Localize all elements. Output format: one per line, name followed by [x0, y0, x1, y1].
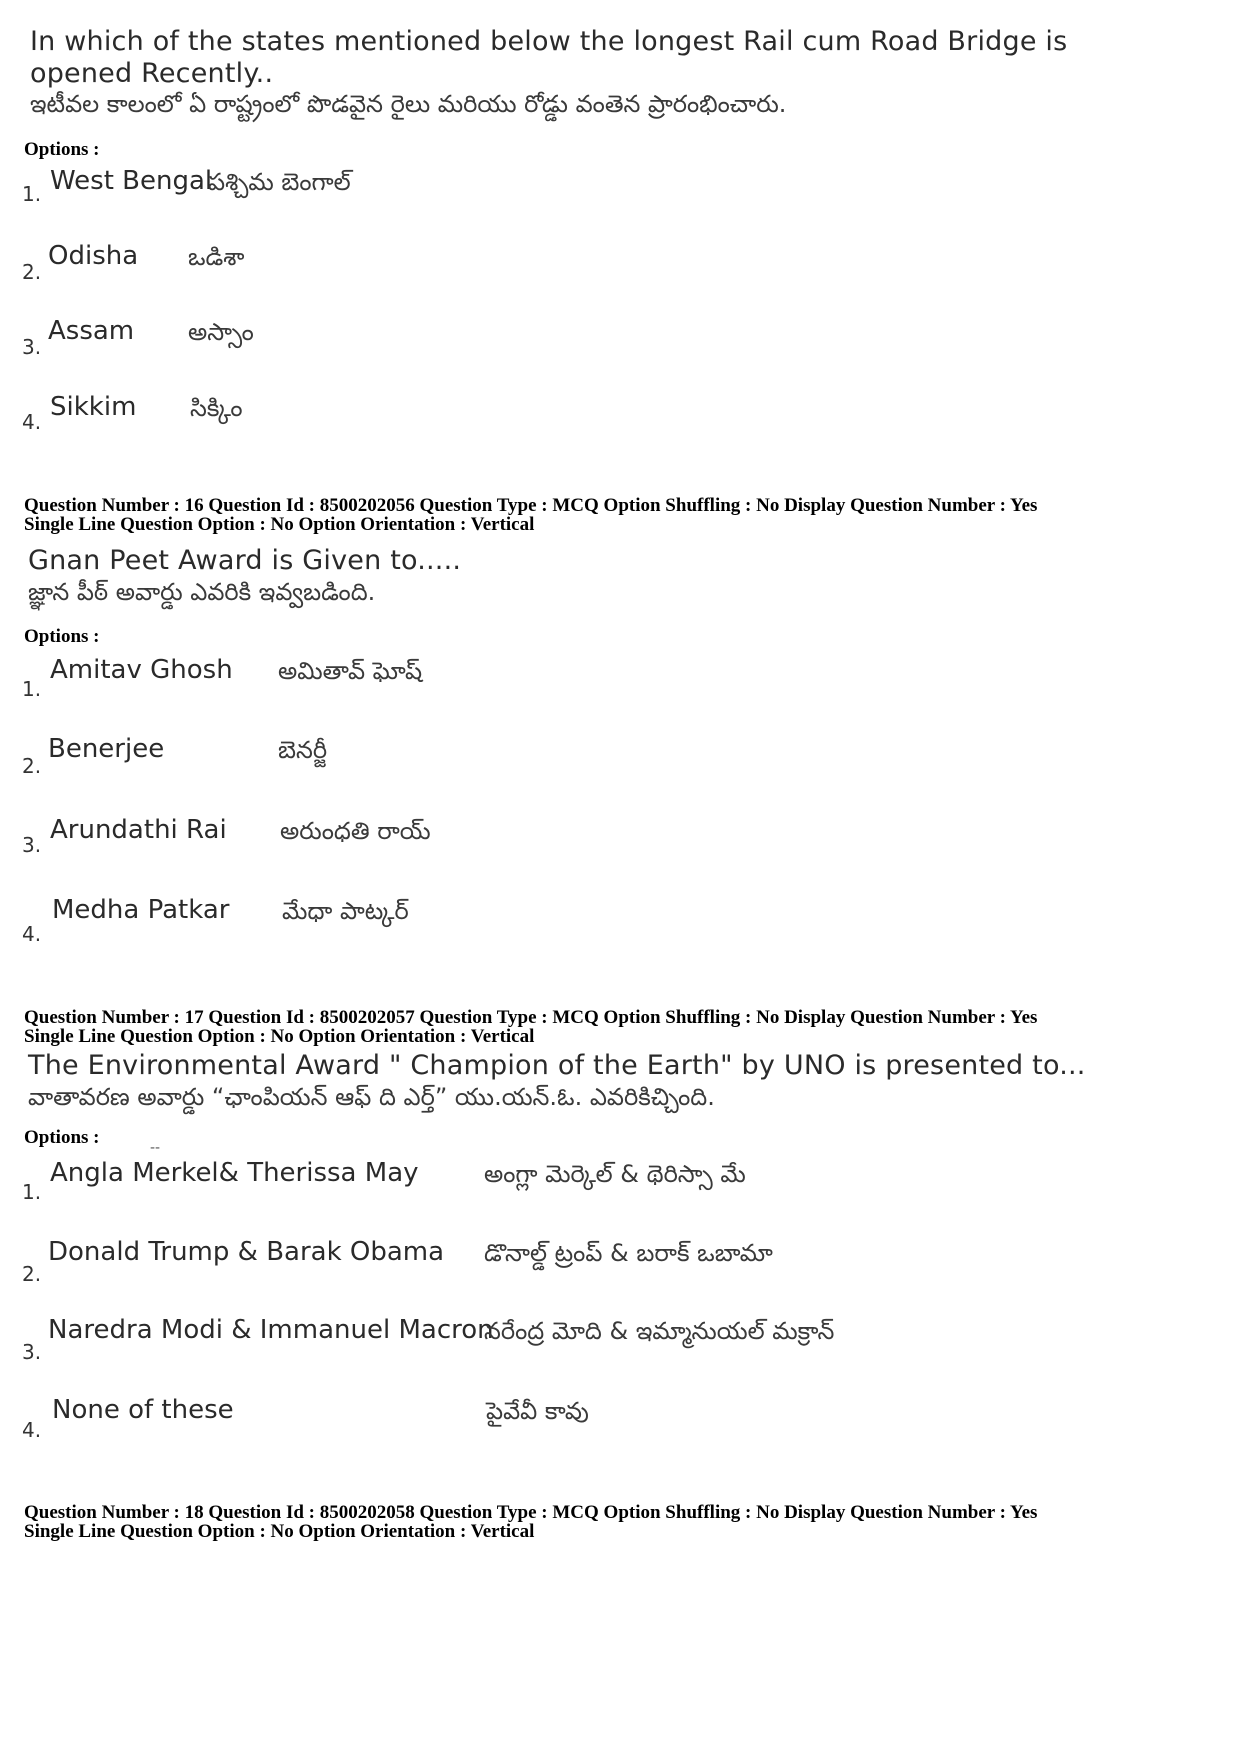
- option-number: 2.: [22, 1262, 42, 1286]
- option-number: 1.: [22, 1180, 42, 1204]
- option-text-te: అమితావ్ ఘోష్: [278, 657, 423, 685]
- option-text-te: ఒడిశా: [188, 243, 245, 271]
- option-text-te: నరేంద్ర మోది & ఇమ్మానుయల్ మక్రాన్: [484, 1317, 835, 1345]
- option-number: 2.: [22, 754, 42, 778]
- question-meta-line2: Single Line Question Option : No Option Orientation : Vertical: [24, 514, 535, 535]
- option-text-te: అరుంధతి రాయ్: [280, 817, 431, 845]
- option-text-te: పైవేవీ కావు: [486, 1397, 589, 1425]
- option-text-en: None of these: [52, 1395, 234, 1425]
- option-text-te: పశ్చిమ బెంగాల్: [208, 168, 351, 196]
- question-meta-line2: Single Line Question Option : No Option Orientation : Vertical: [24, 1521, 535, 1542]
- option-text-te: అస్సాం: [188, 318, 254, 346]
- option-text-en: Assam: [48, 316, 135, 346]
- option-number: 1.: [22, 677, 42, 701]
- options-label: Options :: [24, 139, 100, 160]
- question-meta-line1: Question Number : 18 Question Id : 8500202058 Question Type : MCQ Option Shuffling : No Display Question Number : Yes: [24, 1502, 1038, 1523]
- option-number: 2.: [22, 260, 42, 284]
- option-text-en: Donald Trump & Barak Obama: [48, 1237, 445, 1267]
- question-meta-line1: Question Number : 17 Question Id : 8500202057 Question Type : MCQ Option Shuffling : No Display Question Number : Yes: [24, 1007, 1038, 1028]
- option-text-te: సిక్కిం: [190, 394, 243, 422]
- option-text-en: Angla Merkel& Therissa May: [50, 1158, 419, 1188]
- option-text-en: Sikkim: [50, 392, 137, 422]
- option-text-te: బెనర్జీ: [278, 736, 328, 764]
- question-text-en-line1: In which of the states mentioned below the longest Rail cum Road Bridge is: [30, 26, 1068, 57]
- option-number: 3.: [22, 335, 42, 359]
- option-text-en: Amitav Ghosh: [50, 655, 233, 685]
- option-number: 4.: [22, 1418, 42, 1442]
- option-text-en: Medha Patkar: [52, 895, 230, 925]
- question-meta-line2: Single Line Question Option : No Option Orientation : Vertical: [24, 1026, 535, 1047]
- option-text-te: మేధా పాట్కర్: [282, 897, 409, 925]
- option-number: 4.: [22, 410, 42, 434]
- option-text-en: Arundathi Rai: [50, 815, 227, 845]
- question-meta-line1: Question Number : 16 Question Id : 8500202056 Question Type : MCQ Option Shuffling : No Display Question Number : Yes: [24, 495, 1038, 516]
- stray-mark: --: [150, 1140, 161, 1156]
- options-label: Options :: [24, 1127, 100, 1148]
- option-number: 4.: [22, 922, 42, 946]
- option-text-en: Odisha: [48, 241, 139, 271]
- option-text-en: West Bengal: [50, 166, 213, 196]
- option-number: 3.: [22, 833, 42, 857]
- question-text-en: Gnan Peet Award is Given to.....: [28, 545, 462, 576]
- question-text-te: వాతావరణ అవార్డు “ఛాంపియన్ ఆఫ్ ది ఎర్త్” యు.యన్.ఓ. ఎవరికిచ్చింది.: [28, 1083, 715, 1111]
- option-text-en: Naredra Modi & Immanuel Macron: [48, 1315, 494, 1345]
- option-text-en: Benerjee: [48, 734, 165, 764]
- option-text-te: అంగ్లా మెర్కెల్ & థెరిస్సా మే: [484, 1160, 746, 1188]
- option-number: 3.: [22, 1340, 42, 1364]
- question-text-te: ఇటీవల కాలంలో ఏ రాష్ట్రంలో పొడవైన రైలు మరియు రోడ్డు వంతెన ప్రారంభించారు.: [30, 90, 787, 118]
- option-number: 1.: [22, 182, 42, 206]
- question-text-te: జ్ఞాన పీఠ్ అవార్డు ఎవరికి ఇవ్వబడింది.: [28, 578, 376, 606]
- option-text-te: డొనాల్డ్ ట్రంప్ & బరాక్ ఒబామా: [484, 1239, 773, 1267]
- question-text-en: The Environmental Award " Champion of the Earth" by UNO is presented to...: [28, 1050, 1086, 1081]
- question-text-en-line2: opened Recently..: [30, 58, 274, 89]
- options-label: Options :: [24, 626, 100, 647]
